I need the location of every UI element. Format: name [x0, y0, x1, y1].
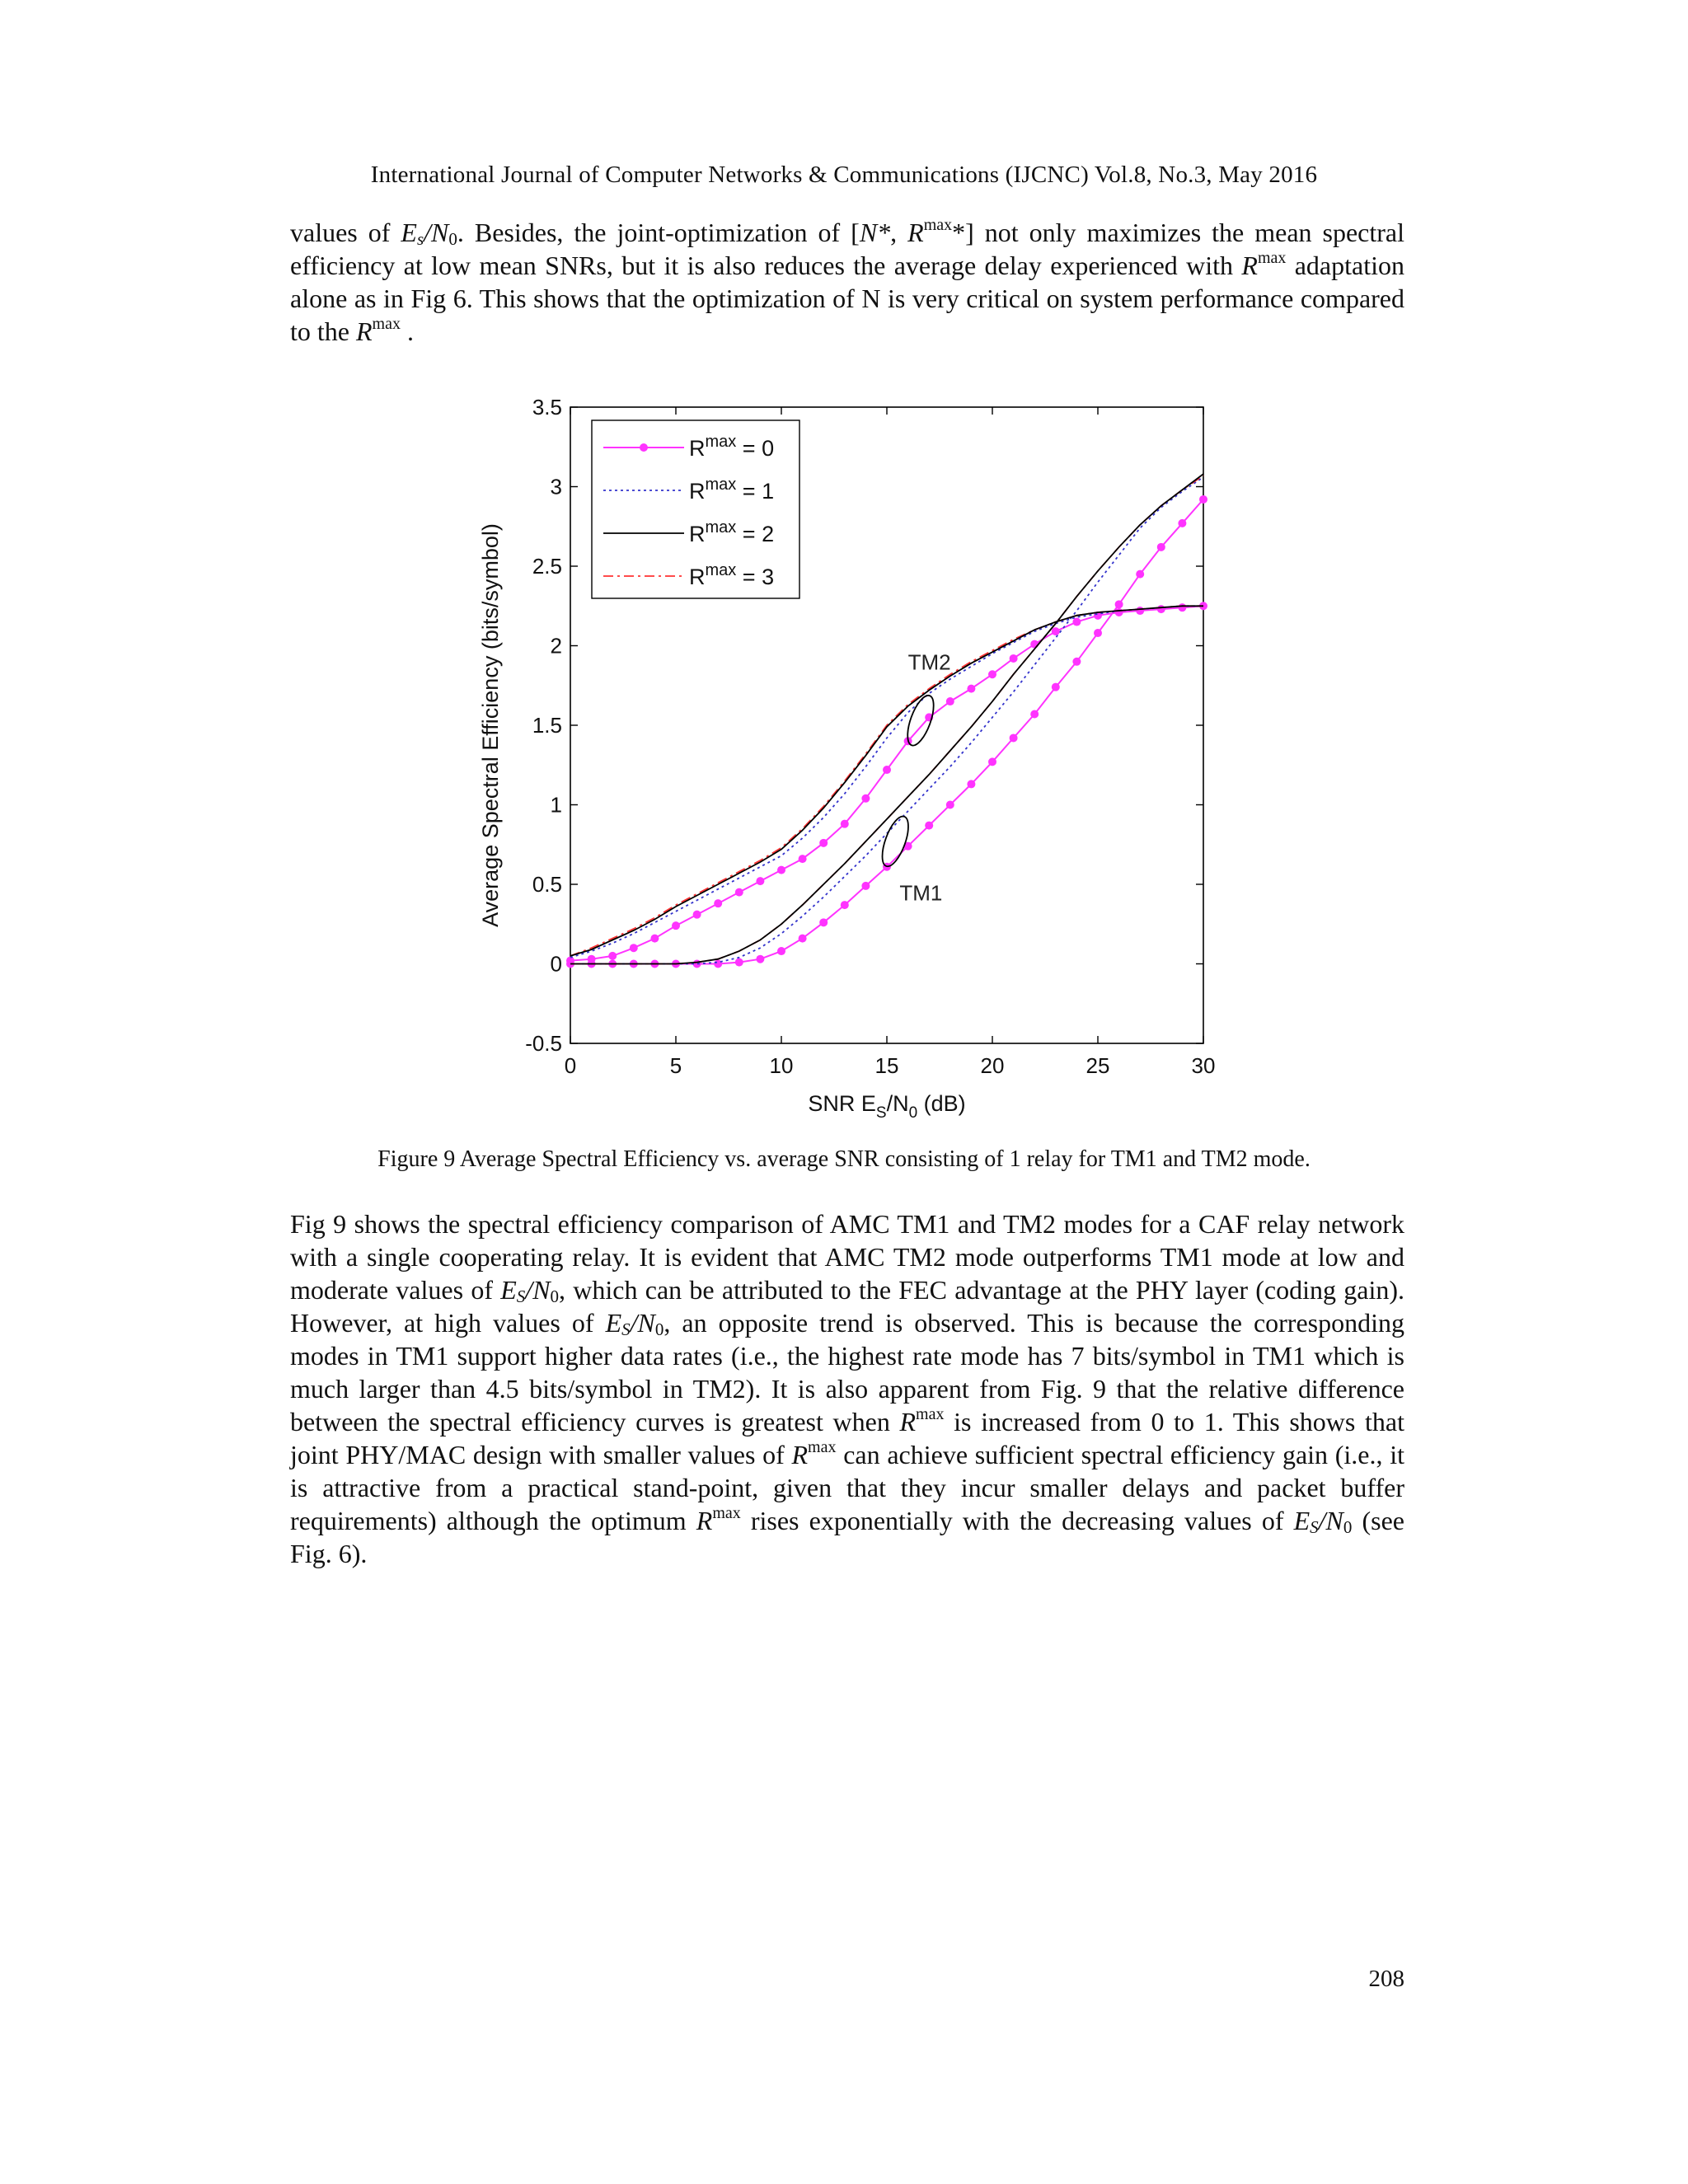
data-point-tm1-rmax-0: [1115, 600, 1123, 608]
y-tick-label: 3.5: [532, 395, 562, 419]
x-tick-label: 0: [564, 1053, 577, 1078]
data-point-tm2-rmax-0: [967, 685, 975, 693]
series-line-tm2-rmax-0: [570, 606, 1203, 960]
legend-marker: [640, 443, 648, 452]
tm1-ellipse: [877, 813, 913, 869]
figure-9-chart: [462, 379, 1236, 1121]
data-point-tm1-rmax-0: [819, 918, 828, 926]
y-tick-label: 1: [550, 792, 562, 818]
data-point-tm1-rmax-0: [756, 955, 764, 963]
y-tick-label: 2.5: [532, 554, 562, 579]
data-point-tm1-rmax-0: [735, 958, 743, 967]
data-point-tm1-rmax-0: [1178, 519, 1186, 527]
legend-label-rmax-3: $R^{max} = 3$: [689, 561, 775, 589]
y-axis-label: Average Spectral Efficiency (bits/symbol): [478, 523, 503, 927]
annotation-tm2: TM2: [907, 649, 951, 675]
annotation-tm1: TM1: [899, 880, 943, 906]
page-number: 208: [1368, 1966, 1404, 1992]
legend-label-rmax-0: $R^{max} = 0$: [689, 433, 775, 461]
data-point-tm1-rmax-0: [967, 780, 975, 788]
data-point-tm1-rmax-0: [841, 901, 849, 909]
data-point-tm2-rmax-0: [861, 794, 870, 803]
y-tick-label: 2: [550, 633, 562, 658]
data-point-tm2-rmax-0: [1072, 618, 1081, 626]
data-point-tm1-rmax-0: [1136, 570, 1144, 579]
data-point-tm2-rmax-0: [841, 820, 849, 828]
paragraph-discussion: Fig 9 shows the spectral efficiency comparison of AMC TM1 and TM2 modes for a CAF relay network with a single cooperating relay. It is evident that AMC TM2 mode outperforms TM1 mode at low and moderate values of $E_S/N_0$, which can be attributed to the FEC advantage at the PHY layer (coding gain). However, at high values of $E_S/N_0$, an opposite trend is observed. This is because the corresponding modes in TM1 support higher data rates (i.e., the highest rate mode has 7 bits/symbol in TM1 which is much larger than 4.5 bits/symbol in TM2). It is also apparent from Fig. 9 that the relative difference between the spectral efficiency curves is greatest when $R^{max}$ is increased from 0 to 1. This shows that joint PHY/MAC design with smaller values of $R^{max}$ can achieve sufficient spectral efficiency gain (i.e., it is attractive from a practical stand-point, given that they incur smaller delays and packet buffer requirements) although the optimum $R^{max}$ rises exponentially with the decreasing values of $E_S/N_0$ (see Fig. 6).: [290, 1209, 1405, 1568]
data-point-tm1-rmax-0: [1072, 658, 1081, 666]
data-point-tm2-rmax-0: [630, 944, 638, 952]
x-axis-label: SNR $E_S/N_0$ (dB): [808, 1091, 966, 1121]
data-point-tm2-rmax-0: [650, 935, 659, 943]
data-point-tm1-rmax-0: [799, 935, 807, 943]
data-point-tm1-rmax-0: [1157, 543, 1165, 551]
data-point-tm2-rmax-0: [608, 952, 617, 960]
data-point-tm1-rmax-0: [777, 947, 785, 955]
data-point-tm2-rmax-0: [883, 766, 891, 774]
legend: [592, 420, 799, 598]
data-point-tm1-rmax-0: [1010, 733, 1018, 742]
data-point-tm2-rmax-0: [693, 911, 701, 919]
journal-header: International Journal of Computer Networks & Communications (IJCNC) Vol.8, No.3, May 2016: [370, 162, 1318, 188]
paragraph-intro: values of $E_s/N_0$. Besides, the joint-optimization of [N*, $R^{max}*$] not only maximizes the mean spectral efficiency at low mean SNRs, but it is also reduces the average delay experienced with $R^{max}$ adaptation alone as in Fig 6. This shows that the optimization of N is very critical on system performance compared to the $R^{max}$ .: [290, 216, 1405, 346]
x-tick-label: 20: [980, 1053, 1005, 1078]
data-point-tm2-rmax-0: [1010, 654, 1018, 663]
data-point-tm1-rmax-0: [946, 801, 954, 809]
data-point-tm1-rmax-0: [1094, 629, 1102, 637]
data-point-tm2-rmax-0: [756, 877, 764, 885]
figure-caption: Figure 9 Average Spectral Efficiency vs. average SNR consisting of 1 relay for TM1 and TM2 mode.: [377, 1146, 1311, 1172]
data-point-tm2-rmax-0: [1136, 607, 1144, 615]
series-line-tm2-rmax-2: [570, 606, 1203, 956]
data-point-tm1-rmax-0: [693, 960, 701, 968]
data-point-tm1-rmax-0: [988, 757, 996, 766]
y-tick-label: 3: [550, 474, 562, 499]
data-point-tm2-rmax-0: [799, 855, 807, 863]
legend-label-rmax-2: $R^{max} = 2$: [689, 518, 775, 546]
data-point-tm2-rmax-0: [988, 670, 996, 678]
data-point-tm1-rmax-0: [1199, 495, 1207, 504]
x-tick-label: 15: [874, 1053, 899, 1078]
data-point-tm1-rmax-0: [925, 822, 933, 830]
series-line-tm2-rmax-1: [570, 606, 1203, 958]
x-tick-label: 30: [1191, 1053, 1216, 1078]
data-point-tm2-rmax-0: [672, 921, 680, 930]
legend-label-rmax-1: $R^{max} = 1$: [689, 476, 775, 504]
tm2-ellipse: [903, 692, 939, 748]
data-point-tm2-rmax-0: [1052, 627, 1060, 635]
data-point-tm2-rmax-0: [1030, 640, 1039, 649]
series-line-tm2-rmax-3: [570, 606, 1203, 956]
data-point-tm2-rmax-0: [819, 839, 828, 847]
y-tick-label: 1.5: [532, 713, 562, 738]
data-point-tm2-rmax-0: [714, 899, 722, 907]
y-tick-label: 0.5: [532, 872, 562, 897]
x-tick-label: 10: [769, 1053, 794, 1078]
data-point-tm1-rmax-0: [1030, 710, 1039, 718]
y-tick-label: 0: [550, 951, 562, 977]
data-point-tm2-rmax-0: [777, 866, 785, 874]
data-point-tm2-rmax-0: [735, 888, 743, 897]
data-point-tm1-rmax-0: [861, 882, 870, 890]
y-tick-label: -0.5: [525, 1031, 562, 1056]
chart-svg: [462, 379, 1236, 1121]
data-point-tm1-rmax-0: [1052, 683, 1060, 691]
x-tick-label: 25: [1085, 1053, 1110, 1078]
x-tick-label: 5: [669, 1053, 682, 1078]
data-point-tm2-rmax-0: [1157, 605, 1165, 613]
data-point-tm2-rmax-0: [946, 697, 954, 705]
data-point-tm2-rmax-0: [1178, 603, 1186, 612]
